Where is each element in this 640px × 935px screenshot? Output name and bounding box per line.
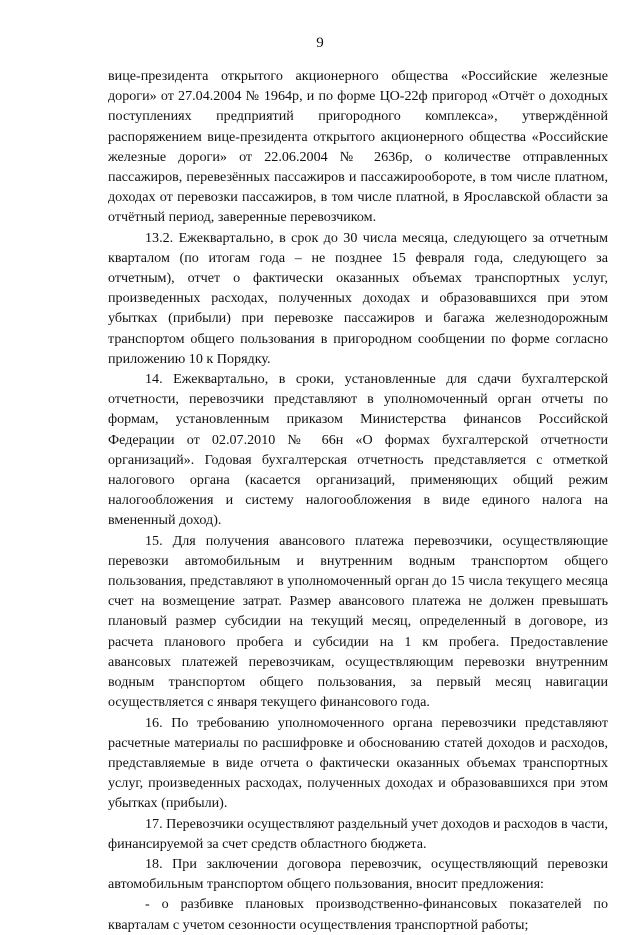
paragraph-17: 17. Перевозчики осуществляют раздельный учет доходов и расходов в части, финансируемой за счет средств областного бюджета.	[108, 815, 608, 852]
paragraph-14: 14. Ежеквартально, в сроки, установленные для сдачи бухгалтерской отчетности, перевозчики представляют в уполномоченный орган отчеты по формам, установленным приказом Министерства финансов Российской Федерации от 02.07.2010 № 66н «О формах бухгалтерской отчетности организаций». Годовая бухгалтерская отчетность представляется с отметкой налогового органа (касается организаций, применяющих общий режим налогообложения и систему налогообложения в виде единого налога на вмененный доход).	[108, 371, 608, 529]
paragraph-16: 16. По требованию уполномоченного органа перевозчики представляют расчетные материалы по расшифровке и обоснованию статей доходов и расходов, представляемые в виде отчета о фактически оказанных объемах транспортных услуг, произведенных расходах, полученных доходах и образовавшихся при этом убытках (прибыли).	[108, 714, 608, 812]
paragraph-18: 18. При заключении договора перевозчик, осуществляющий перевозки автомобильным транспортом общего пользования, вносит предложения:	[108, 855, 608, 893]
paragraph-13-2: 13.2. Ежеквартально, в срок до 30 числа месяца, следующего за отчетным кварталом (по итогам года – не позднее 15 февраля года, следующего за отчетным), отчет о фактически оказанных объемах транспортных услуг, произведенных расходах, полученных доходах и образовавшихся при этом убытках (прибыли) при перевозке пассажиров и багажа железнодорожным транспортом общего пользования в пригородном сообщении по форме согласно приложению 10 к Порядку.	[108, 229, 608, 367]
list-item-quarterly-breakdown: - о разбивке плановых производственно-финансовых показателей по кварталам с учетом сезонности осуществления транспортной работы;	[108, 896, 608, 933]
paragraph-15: 15. Для получения авансового платежа перевозчики, осуществляющие перевозки автомобильным и внутренним водным транспортом общего пользования, представляют в уполномоченный орган до 15 числа текущего месяца счет на возмещение затрат. Размер авансового платежа не должен превышать плановый размер субсидии на текущий месяц, определенный в договоре, из расчета планового пробега и субсидии на 1 км пробега. Предоставление авансовых платежей перевозчикам, осуществляющим перевозки внутренним водным транспортом общего пользования, за первый месяц навигации осуществляется с января текущего финансового года.	[108, 532, 608, 711]
paragraph-continuation-13-1: вице-президента открытого акционерного общества «Российские железные дороги» от 27.04.2004 № 1964р, и по форме ЦО-22ф пригород «Отчёт о доходных поступлениях предприятий пригородного комплекса», утверждённой распоряжением вице-президента открытого акционерного общества «Российские железные дороги» от 22.06.2004 № 2636р, о количестве отправленных пассажиров, перевезённых пассажиров и пассажирообороте, в том числе платном, доходах от перевозки пассажиров, в том числе платной, в Ярославской области за отчётный период, заверенные перевозчиком.	[108, 68, 608, 226]
page-number: 9	[316, 35, 324, 51]
document-body	[108, 66, 608, 935]
